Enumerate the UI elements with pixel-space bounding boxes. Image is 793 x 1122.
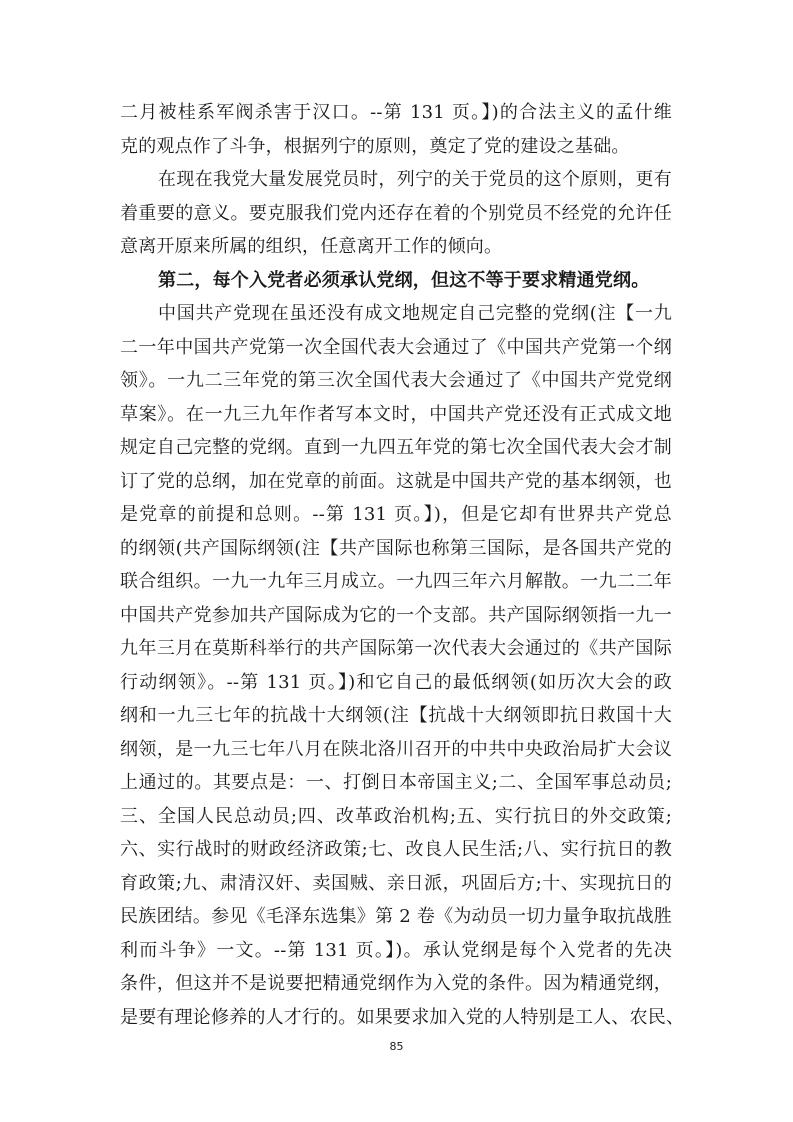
text-line: 的纲领(共产国际纲领(注【共产国际也称第三国际，是各国共产党的 <box>120 537 672 559</box>
text-line: 领》。一九二三年党的第三次全国代表大会通过了《中国共产党党纲 <box>120 370 672 391</box>
text-line: 是党章的前提和总则。--第 131 页。】)，但是它却有世界共产党总 <box>120 504 672 525</box>
text-line: 行动纲领》。--第 131 页。】)和它自己的最低纲领(如历次大会的政 <box>120 671 672 693</box>
text-line: 草案》。在一九三九年作者写本文时，中国共产党还没有正式成文地 <box>120 403 672 425</box>
text-line: 意离开原来所属的组织，任意离开工作的倾向。 <box>120 236 503 257</box>
text-line: 着重要的意义。要克服我们党内还存在着的个别党员不经党的允许任 <box>120 202 672 224</box>
text-line: 六、实行战时的财政经济政策;七、改良人民生活;八、实行抗日的教 <box>120 839 672 860</box>
text-line: 九年三月在莫斯科举行的共产国际第一次代表大会通过的《共产国际 <box>120 638 672 659</box>
page-number: 85 <box>389 1040 404 1053</box>
document-body <box>120 96 685 1034</box>
text-line: 克的观点作了斗争，根据列宁的原则，奠定了党的建设之基础。 <box>120 135 630 157</box>
text-line: 联合组织。一九一九年三月成立。一九四三年六月解散。一九二二年 <box>120 571 672 592</box>
text-line: 在现在我党大量发展党员时，列宁的关于党员的这个原则，更有 <box>158 169 672 190</box>
text-line: 二一年中国共产党第一次全国代表大会通过了《中国共产党第一个纲 <box>120 336 672 358</box>
text-line: 二月被桂系军阀杀害于汉口。--第 131 页。】)的合法主义的孟什维 <box>120 102 672 123</box>
text-line: 民族团结。参见《毛泽东选集》第 2 卷《为动员一切力量争取抗战胜 <box>120 906 672 927</box>
text-line: 纲和一九三七年的抗战十大纲领(注【抗战十大纲领即抗日救国十大 <box>120 705 672 726</box>
text-line: 三、全国人民总动员;四、改革政治机构;五、实行抗日的外交政策; <box>120 805 672 827</box>
text-line: 纲领，是一九三七年八月在陕北洛川召开的中共中央政治局扩大会议 <box>120 738 672 760</box>
text-line: 规定自己完整的党纲。直到一九四五年党的第七次全国代表大会才制 <box>120 437 672 458</box>
text-line: 条件，但这并不是说要把精通党纲作为入党的条件。因为精通党纲， <box>120 973 672 994</box>
text-line: 中国共产党参加共产国际成为它的一个支部。共产国际纲领指一九一 <box>120 604 672 626</box>
text-line: 订了党的总纲，加在党章的前面。这就是中国共产党的基本纲领，也 <box>120 470 672 492</box>
text-line: 是要有理论修养的人才行的。如果要求加入党的人特别是工人、农民、 <box>120 1006 685 1028</box>
text-line: 育政策;九、肃清汉奸、卖国贼、亲日派，巩固后方;十、实现抗日的 <box>120 872 672 894</box>
text-line: 利而斗争》一文。--第 131 页。】)。承认党纲是每个入党者的先决 <box>120 939 672 961</box>
text-line: 上通过的。其要点是：一、打倒日本帝国主义;二、全国军事总动员; <box>120 772 672 793</box>
section-heading: 第二，每个入党者必须承认党纲，但这不等于要求精通党纲。 <box>158 269 650 291</box>
text-line: 中国共产党现在虽还没有成文地规定自己完整的党纲(注【一九 <box>158 303 672 324</box>
